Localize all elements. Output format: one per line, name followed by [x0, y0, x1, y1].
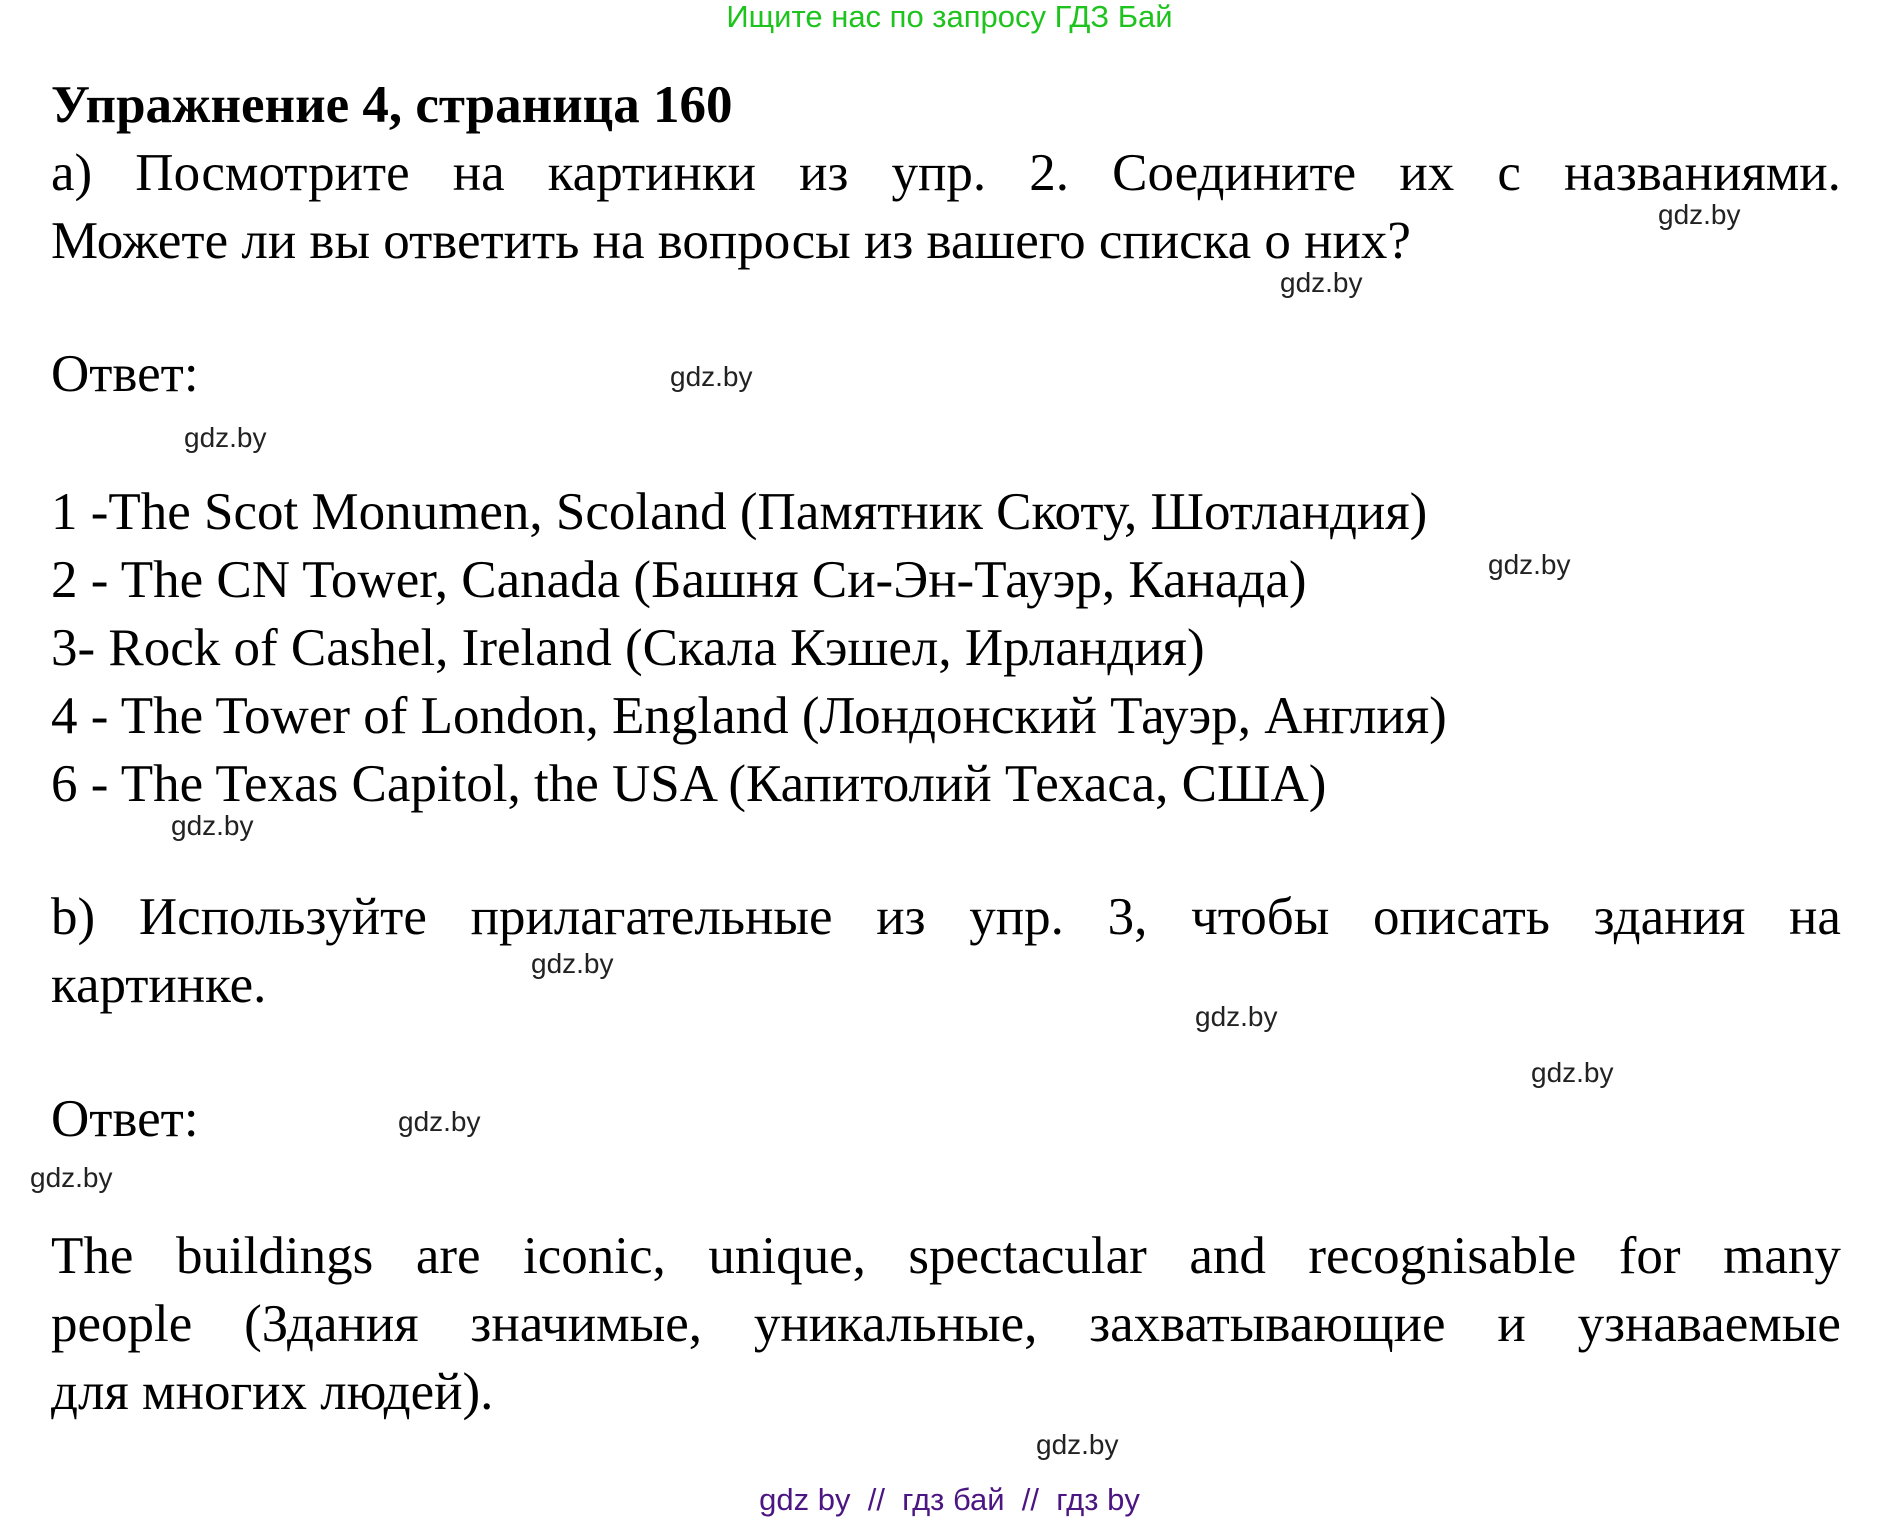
task-b-line-1: [51, 883, 1841, 951]
answer-b-line-2: [51, 1290, 1841, 1358]
word: b): [51, 888, 96, 946]
word: упр.: [969, 888, 1064, 946]
word: 2.: [1029, 144, 1070, 202]
word: с: [1497, 144, 1521, 202]
watermark: gdz.by: [398, 1106, 481, 1137]
task-a-line-1: [51, 139, 1841, 207]
page-title: Упражнение 4, страница 160: [51, 76, 733, 134]
answer-label-a: Ответ:: [51, 345, 199, 403]
answer-b: [51, 1222, 1841, 1426]
answer-b-line-1: [51, 1222, 1841, 1290]
watermark: gdz.by: [30, 1162, 113, 1193]
watermark: gdz.by: [1531, 1057, 1614, 1088]
watermark: gdz.by: [1280, 267, 1363, 298]
word: узнаваемые: [1577, 1295, 1841, 1353]
answer-item: 1 -The Scot Monumen, Scoland (Памятник Скоту, Шотландия): [51, 483, 1428, 541]
word: уникальные,: [753, 1295, 1038, 1353]
word: прилагательные: [470, 888, 833, 946]
watermark: gdz.by: [1488, 549, 1571, 580]
word: unique,: [708, 1227, 866, 1285]
word: are: [415, 1227, 481, 1285]
answer-item: 3- Rock of Cashel, Ireland (Скала Кэшел, Ирландия): [51, 619, 1205, 677]
task-b-line-2: картинке.: [51, 956, 267, 1014]
watermark: gdz.by: [531, 948, 614, 979]
footer-links: gdz by // гдз бай // гдз by: [759, 1482, 1140, 1517]
word: The: [51, 1227, 134, 1285]
word: for: [1618, 1227, 1681, 1285]
answer-item: 6 - The Texas Capitol, the USA (Капитолий Техаса, США): [51, 755, 1327, 813]
word: на: [1788, 888, 1841, 946]
word: (Здания: [244, 1295, 419, 1353]
word: и: [1497, 1295, 1526, 1353]
task-a-line-2: Можете ли вы ответить на вопросы из вашего списка о них?: [51, 212, 1411, 270]
word: названиями.: [1563, 144, 1841, 202]
word: people: [51, 1295, 193, 1353]
watermark: gdz.by: [184, 422, 267, 453]
word: Посмотрите: [135, 144, 410, 202]
answer-label-b: Ответ:: [51, 1090, 199, 1148]
word: Соедините: [1112, 144, 1357, 202]
answer-list-a: [51, 478, 1447, 818]
word: and: [1189, 1227, 1266, 1285]
word: 3,: [1107, 888, 1148, 946]
answer-b-line-3: для многих людей).: [51, 1363, 494, 1421]
word: many: [1723, 1227, 1841, 1285]
word: buildings: [175, 1227, 374, 1285]
word: из: [799, 144, 849, 202]
word: из: [876, 888, 926, 946]
watermark: gdz.by: [1195, 1001, 1278, 1032]
task-b: [51, 883, 1841, 1019]
watermark: gdz.by: [1036, 1429, 1119, 1460]
word: чтобы: [1191, 888, 1330, 946]
word: на: [452, 144, 505, 202]
watermark: gdz.by: [171, 810, 254, 841]
word: описать: [1373, 888, 1550, 946]
word: а): [51, 144, 93, 202]
word: значимые,: [470, 1295, 703, 1353]
word: recognisable: [1308, 1227, 1577, 1285]
word: картинки: [547, 144, 757, 202]
word: spectacular: [908, 1227, 1147, 1285]
answer-item: 2 - The CN Tower, Canada (Башня Си-Эн-Тауэр, Канада): [51, 551, 1307, 609]
answer-item: 4 - The Tower of London, England (Лондонский Тауэр, Англия): [51, 687, 1447, 745]
watermark: gdz.by: [670, 361, 753, 392]
word: Используйте: [138, 888, 427, 946]
word: здания: [1593, 888, 1746, 946]
watermark: gdz.by: [1658, 199, 1741, 230]
word: iconic,: [523, 1227, 666, 1285]
search-banner: Ищите нас по запросу ГДЗ Бай: [726, 0, 1173, 34]
word: упр.: [891, 144, 987, 202]
word: захватывающие: [1089, 1295, 1446, 1353]
word: их: [1399, 144, 1455, 202]
task-a: [51, 139, 1841, 275]
